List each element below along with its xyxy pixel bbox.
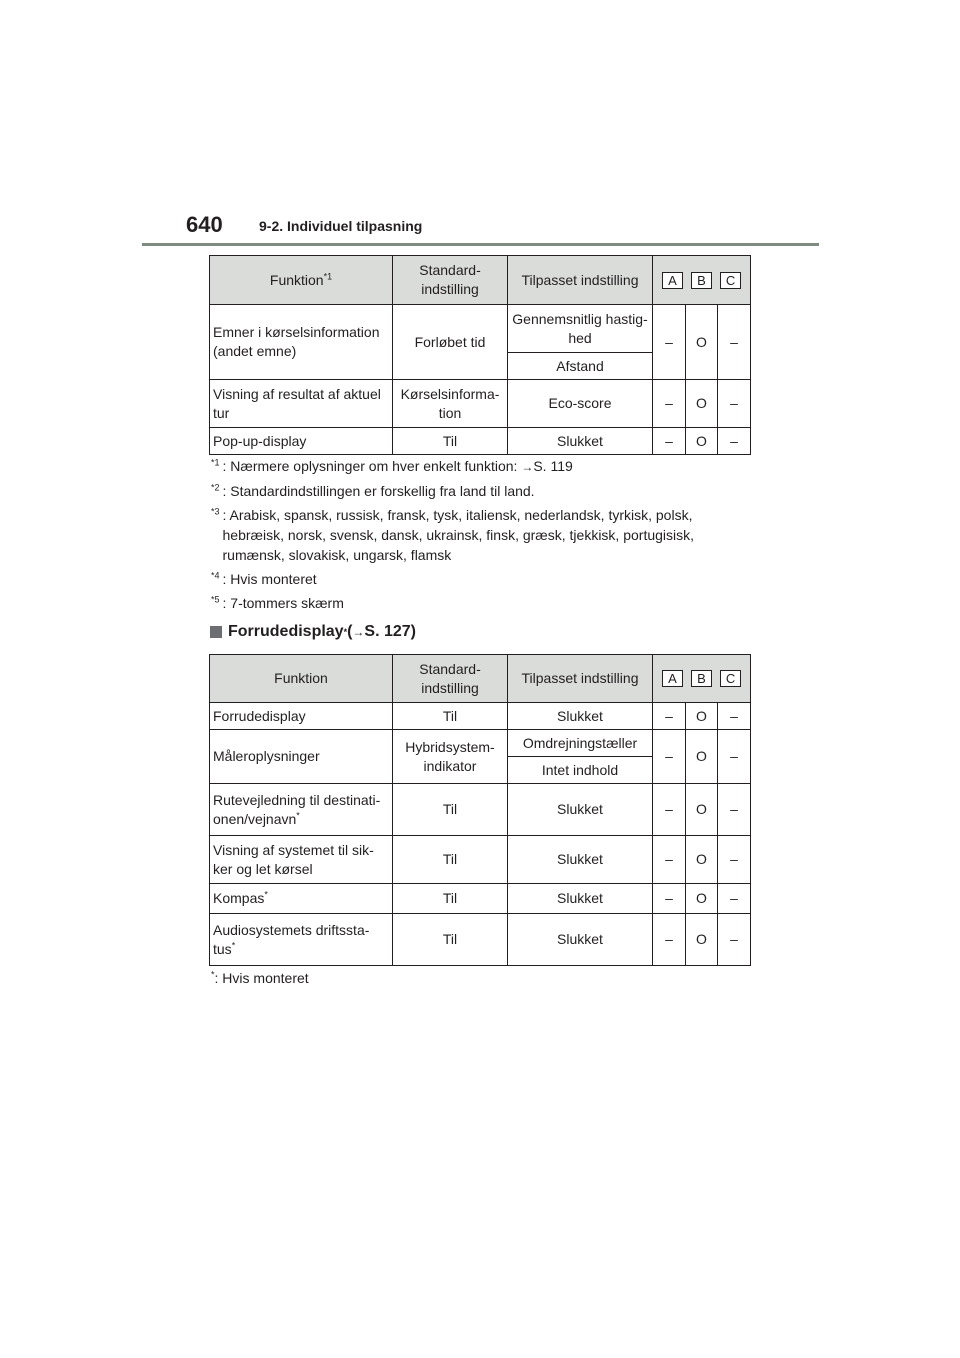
header-abc bbox=[653, 256, 751, 305]
cell-default: Kørselsinforma-tion bbox=[393, 380, 508, 428]
cell-custom: Slukket bbox=[508, 836, 653, 884]
cell-custom: Eco-score bbox=[508, 380, 653, 428]
cell-c: – bbox=[718, 884, 751, 914]
cell-b: O bbox=[686, 305, 718, 380]
cell-c: – bbox=[718, 380, 751, 428]
cell-custom: Slukket bbox=[508, 884, 653, 914]
cell-default: Til bbox=[393, 428, 508, 455]
table-row bbox=[210, 884, 751, 914]
header-abc bbox=[653, 655, 751, 703]
cell-option: Intet indhold bbox=[508, 757, 653, 784]
footnotes bbox=[211, 456, 751, 617]
cell-custom: Slukket bbox=[508, 703, 653, 730]
cell-c: – bbox=[718, 305, 751, 380]
cell-function: Visning af resultat af aktuel tur bbox=[210, 380, 393, 428]
footnote-2: $^{*2}$ : Standardindstillingen er forskellig fra land til land. bbox=[211, 482, 535, 499]
table-row bbox=[210, 380, 751, 428]
cell-b: O bbox=[686, 914, 718, 966]
cell-function: Kompas* bbox=[210, 884, 393, 914]
label-c-box: C bbox=[720, 670, 741, 687]
table-row bbox=[210, 836, 751, 884]
label-a-box: A bbox=[662, 670, 683, 687]
cell-a: – bbox=[653, 305, 686, 380]
cell-option: Afstand bbox=[508, 353, 653, 380]
cell-function: Måleroplysninger bbox=[210, 730, 393, 784]
cell-b: O bbox=[686, 703, 718, 730]
settings-table-2 bbox=[209, 654, 751, 966]
cell-a: – bbox=[653, 914, 686, 966]
table-row bbox=[210, 428, 751, 455]
cell-function: Emner i kørselsinformation (andet emne) bbox=[210, 305, 393, 380]
square-bullet-icon bbox=[210, 626, 222, 638]
cell-c: – bbox=[718, 428, 751, 455]
cell-option: Gennemsnitlig hastig-hed bbox=[508, 305, 653, 353]
table-row bbox=[210, 703, 751, 730]
cell-a: – bbox=[653, 884, 686, 914]
cell-b: O bbox=[686, 380, 718, 428]
cell-default: Til bbox=[393, 884, 508, 914]
cell-b: O bbox=[686, 784, 718, 836]
header-custom: Tilpasset indstilling bbox=[508, 256, 653, 305]
cell-custom: Slukket bbox=[508, 784, 653, 836]
table-row bbox=[210, 914, 751, 966]
cell-custom: Slukket bbox=[508, 428, 653, 455]
footnote-5: $^{*5}$ : 7-tommers skærm bbox=[211, 594, 344, 611]
table-header-row bbox=[210, 256, 751, 305]
cell-default: Til bbox=[393, 784, 508, 836]
cell-function: Rutevejledning til destinati-onen/vejnavn* bbox=[210, 784, 393, 836]
cell-c: – bbox=[718, 836, 751, 884]
cell-default: Til bbox=[393, 703, 508, 730]
cell-default: Hybridsystem-indikator bbox=[393, 730, 508, 784]
arrow-right-icon: → bbox=[352, 625, 365, 639]
cell-b: O bbox=[686, 836, 718, 884]
label-a-box: A bbox=[662, 272, 683, 289]
cell-default: Til bbox=[393, 914, 508, 966]
cell-a: – bbox=[653, 836, 686, 884]
cell-default: Forløbet tid bbox=[393, 305, 508, 380]
footnote-1: $^{*1}$ : Nærmere oplysninger om hver enkelt funktion: →S. 119 bbox=[211, 457, 573, 474]
label-b-box: B bbox=[691, 272, 712, 289]
cell-b: O bbox=[686, 428, 718, 455]
footnote-3: $^{*3}$ : Arabisk, spansk, russisk, fransk, tysk, italiensk, nederlandsk, tyrkisk, polsk, hebræisk, norsk, svensk, dansk, ukrainsk, finsk, græsk, tjekkisk, portugisisk, rumænsk, slovakisk, ungarsk, flamsk bbox=[211, 506, 695, 563]
cell-option: Omdrejningstæller bbox=[508, 730, 653, 757]
header-default: Standard-indstilling bbox=[393, 256, 508, 305]
cell-a: – bbox=[653, 428, 686, 455]
label-b-box: B bbox=[691, 670, 712, 687]
cell-default: Til bbox=[393, 836, 508, 884]
table-header-row bbox=[210, 655, 751, 703]
label-c-box: C bbox=[720, 272, 741, 289]
header-function: Funktion bbox=[210, 655, 393, 703]
header-custom: Tilpasset indstilling bbox=[508, 655, 653, 703]
cell-c: – bbox=[718, 730, 751, 784]
header-default: Standard-indstilling bbox=[393, 655, 508, 703]
cell-custom: Slukket bbox=[508, 914, 653, 966]
cell-function: Visning af systemet til sik-ker og let kørsel bbox=[210, 836, 393, 884]
cell-b: O bbox=[686, 884, 718, 914]
arrow-right-icon: → bbox=[521, 460, 534, 474]
cell-a: – bbox=[653, 380, 686, 428]
cell-c: – bbox=[718, 784, 751, 836]
cell-a: – bbox=[653, 730, 686, 784]
footnote-4: $^{*4}$ : Hvis monteret bbox=[211, 570, 317, 587]
header-function: Funktion$^{*1}$ bbox=[210, 256, 393, 305]
table-row bbox=[210, 305, 751, 353]
cell-function: Forrudedisplay bbox=[210, 703, 393, 730]
cell-a: – bbox=[653, 784, 686, 836]
settings-table-1 bbox=[209, 255, 751, 455]
table2-footnote: *: Hvis monteret bbox=[211, 969, 309, 986]
cell-a: – bbox=[653, 703, 686, 730]
cell-c: – bbox=[718, 914, 751, 966]
cell-c: – bbox=[718, 703, 751, 730]
table-row bbox=[210, 784, 751, 836]
cell-function: Pop-up-display bbox=[210, 428, 393, 455]
header-rule bbox=[142, 243, 819, 246]
section-title: Forrudedisplay * ( → S. 127) bbox=[210, 623, 416, 641]
page-number: 640 bbox=[186, 212, 223, 237]
cell-b: O bbox=[686, 730, 718, 784]
section-heading: 9-2. Individuel tilpasning bbox=[259, 218, 423, 234]
table-row bbox=[210, 730, 751, 757]
cell-function: Audiosystemets driftssta-tus* bbox=[210, 914, 393, 966]
